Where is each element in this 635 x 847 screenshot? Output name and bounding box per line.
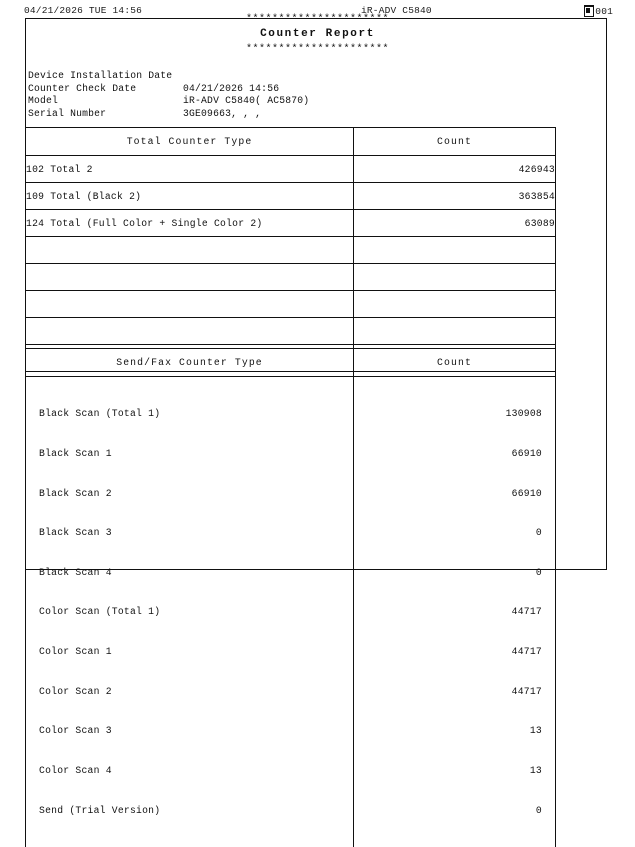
list-item-value: 0 [354,526,542,539]
counter-type-cell [26,291,354,318]
table-row [26,210,556,237]
sendfax-counter-count-header: Count [354,349,556,377]
list-item-value: 13 [354,724,542,737]
list-item: Black Scan 1 [39,447,353,460]
counter-type-cell: 109 Total (Black 2) [26,183,354,210]
sendfax-counter-table [25,348,556,847]
info-row-check-date [28,83,309,96]
list-item: Send (Trial Version) [39,804,353,817]
table-row [26,156,556,183]
fax-header-page-number: 001 [595,6,613,17]
list-item-value: 13 [354,764,542,777]
info-value-check-date: 04/21/2026 14:56 [183,83,279,96]
info-label-install-date: Device Installation Date [28,70,183,83]
sendfax-count-column [354,377,556,847]
counter-count-cell [354,237,556,264]
info-row-serial-number [28,108,309,121]
info-row-install-date [28,70,309,83]
title-star-line-top: ********************** [0,12,635,27]
counter-count-cell: 426943 [354,156,556,183]
list-item: Color Scan 1 [39,645,353,658]
counter-type-cell: 124 Total (Full Color + Single Color 2) [26,210,354,237]
fax-header-datetime: 04/21/2026 TUE 14:56 [24,5,142,16]
total-counter-count-header: Count [354,128,556,156]
info-row-model [28,95,309,108]
table-body [26,377,556,847]
list-item: Color Scan (Total 1) [39,605,353,618]
list-item: Black Scan 4 [39,566,353,579]
total-counter-table [25,127,556,372]
list-item: Color Scan 4 [39,764,353,777]
counter-type-cell: 102 Total 2 [26,156,354,183]
info-label-model: Model [28,95,183,108]
info-value-serial-number: 3GE09663, , , [183,108,261,121]
counter-type-cell [26,318,354,345]
title-star-line-bottom: ********************** [0,42,635,57]
list-item: Color Scan 2 [39,685,353,698]
list-item-value: 44717 [354,605,542,618]
report-title-block [0,12,635,57]
counter-count-cell: 63089 [354,210,556,237]
sendfax-counter-type-header: Send/Fax Counter Type [26,349,354,377]
info-value-model: iR-ADV C5840( AC5870) [183,95,309,108]
table-row-empty [26,318,556,345]
list-item-value: 66910 [354,487,542,500]
list-item: Color Scan 3 [39,724,353,737]
info-label-serial-number: Serial Number [28,108,183,121]
list-item-value: 0 [354,566,542,579]
table-header-row [26,349,556,377]
list-item-value: 44717 [354,645,542,658]
sendfax-type-column [26,377,354,847]
counter-type-cell [26,237,354,264]
table-row-empty [26,237,556,264]
device-info-block [28,70,309,120]
list-item-value: 0 [354,804,542,817]
counter-count-cell [354,291,556,318]
counter-count-cell: 363854 [354,183,556,210]
counter-count-cell [354,318,556,345]
list-item-value: 66910 [354,447,542,460]
list-item: Black Scan 3 [39,526,353,539]
table-header-row [26,128,556,156]
table-row-empty [26,291,556,318]
info-label-check-date: Counter Check Date [28,83,183,96]
list-item: Black Scan 2 [39,487,353,500]
table-row [26,183,556,210]
list-item-value: 44717 [354,685,542,698]
table-row-empty [26,264,556,291]
counter-type-cell [26,264,354,291]
counter-count-cell [354,264,556,291]
list-item-value: 130908 [354,407,542,420]
fax-header-device-model: iR-ADV C5840 [361,5,432,16]
page-title: Counter Report [0,27,635,42]
total-counter-type-header: Total Counter Type [26,128,354,156]
list-item: Black Scan (Total 1) [39,407,353,420]
